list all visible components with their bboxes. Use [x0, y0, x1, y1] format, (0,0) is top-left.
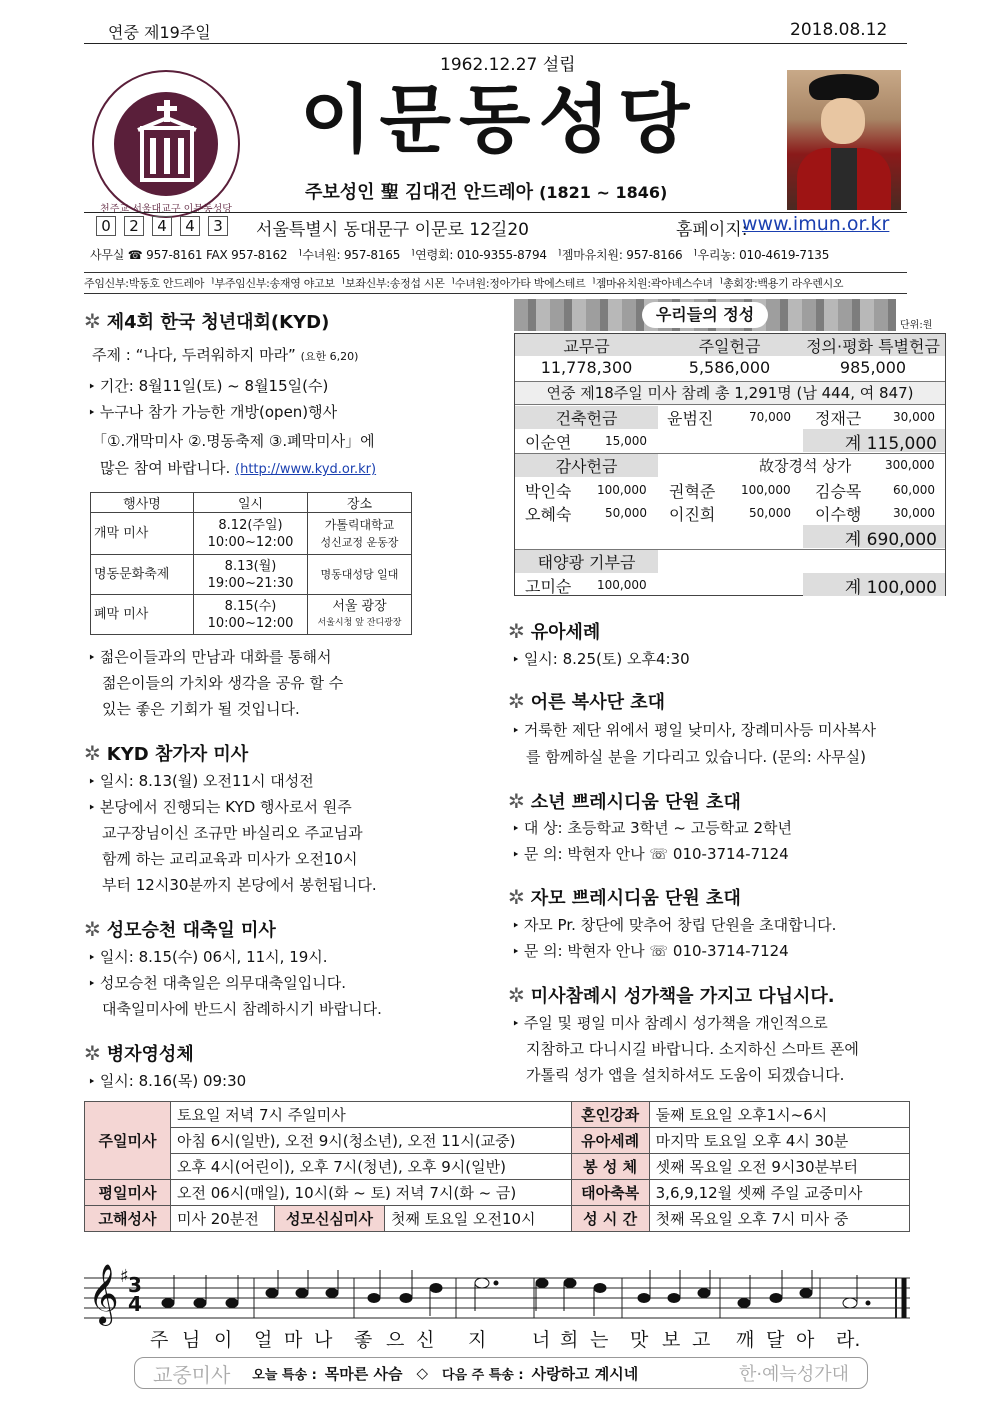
seal-text: 천주교 서울대교구 이문동성당: [100, 204, 232, 215]
lyric-syllable: 으: [386, 1329, 405, 1351]
donor-amount: 70,000: [749, 410, 791, 424]
event-day: 8.12(주일): [218, 517, 283, 533]
event-place-main: 가톨릭대학교: [324, 517, 395, 532]
donor-name: 정재근: [815, 409, 862, 428]
postal-digit: 0: [96, 216, 116, 236]
kyd-mass-desc-2: 교구장님이신 조규만 바실리오 주교님과: [102, 824, 363, 842]
offering-value: 5,586,000: [688, 358, 771, 377]
event-name: 폐막 미사: [91, 595, 194, 635]
donor-name: 이수행: [815, 505, 862, 524]
funeral-amount: 300,000: [885, 458, 935, 472]
kyd-mass-time: ‣ 일시: 8.13(월) 오전11시 대성전: [88, 768, 314, 796]
mothers-title: 자모 쁘레시디움 단원 초대: [530, 888, 741, 909]
offering-value: 11,778,300: [540, 358, 633, 377]
kyd-events-2: [100, 455, 376, 483]
patron-line: [305, 178, 667, 204]
kyd-closing-3: 있는 좋은 기회가 될 것입니다.: [102, 700, 300, 718]
special-song-bar: [134, 1357, 868, 1389]
holy-hour-label: 성 시 간: [571, 1206, 649, 1232]
boys-title: 소년 쁘레시디움 단원 초대: [530, 792, 741, 813]
table-row: [85, 1102, 910, 1128]
marriage-label: 혼인강좌: [571, 1102, 649, 1128]
donor-name: 오혜숙: [525, 505, 572, 524]
donor-name: 이순연: [525, 433, 572, 452]
lyrics-line: [150, 1325, 910, 1352]
infant-baptism-time: 마지막 토요일 오후 4시 30분: [649, 1128, 909, 1154]
address: 서울특별시 동대문구 이문로 12길20: [256, 220, 529, 240]
lyric-syllable: 아: [796, 1329, 815, 1351]
lyric-syllable: 마: [284, 1329, 303, 1351]
marriage-time: 둘째 토요일 오후1시~6시: [649, 1102, 909, 1128]
portrait-hat: [809, 74, 879, 100]
kyd-closing: ‣ 젊은이들과의 만남과 대화를 통해서: [88, 644, 331, 672]
offering-col: 주일헌금: [698, 337, 761, 356]
donor-amount: 50,000: [605, 506, 647, 520]
notes: [84, 1270, 910, 1330]
sparkle-icon: ✲: [84, 917, 101, 941]
next-special-label: 다음 주 특송 :: [442, 1367, 524, 1383]
table-header-row: [91, 493, 412, 513]
lyric-syllable: 신: [416, 1329, 435, 1351]
lyric-syllable: 맛: [630, 1329, 649, 1351]
donor-amount: 30,000: [893, 506, 935, 520]
event-name: 명동문화축제: [91, 555, 194, 595]
lyric-syllable: 너: [532, 1329, 551, 1351]
offering-unit: 단위:원: [900, 320, 933, 331]
assumption-time: ‣ 일시: 8.15(수) 06시, 11시, 19시.: [88, 944, 328, 972]
lyric-syllable: 깨: [736, 1329, 755, 1351]
hymnbook-desc-2: 지참하고 다니시길 바랍니다. 소지하신 스마트 폰에: [526, 1040, 859, 1058]
boys-section-title: [508, 788, 741, 814]
donor-name: 고미순: [525, 577, 572, 596]
sick-title: 병자영성체: [106, 1044, 194, 1065]
offering-col: 교무금: [563, 337, 610, 356]
assumption-section-title: [84, 916, 276, 942]
infant-baptism-label: 유아세례: [571, 1128, 649, 1154]
unborn-blessing-label: 태아축복: [571, 1180, 649, 1206]
sunday-morning: 아침 6시(일반), 오전 9시(청소년), 오전 11시(교중): [171, 1128, 572, 1154]
funeral-label: 故장경석 상가: [759, 457, 852, 475]
kyd-theme: [92, 342, 358, 370]
donor-amount: 60,000: [893, 483, 935, 497]
marian-mass-time: 첫째 토요일 오전10시: [385, 1206, 572, 1232]
mothers-desc: ‣ 자모 Pr. 창단에 맞추어 창립 단원을 초대합니다.: [512, 912, 836, 940]
offering-value-row: [515, 358, 945, 380]
weekday-mass-label: 평일미사: [85, 1180, 171, 1206]
holy-hour-time: 첫째 목요일 오후 7시 미사 중: [649, 1206, 909, 1232]
table-row: [85, 1206, 910, 1232]
separator-icon: ◇: [416, 1364, 428, 1382]
donor-amount: 100,000: [597, 578, 647, 592]
table-header: 행사명: [91, 493, 194, 513]
treble-clef-icon: 𝄞: [88, 1264, 119, 1324]
mass-schedule-table: [84, 1101, 910, 1232]
hymnbook-title: 미사참례시 성가책을 가지고 다닙시다.: [530, 986, 835, 1007]
donor-amount: 100,000: [741, 483, 791, 497]
baptism-time: ‣ 일시: 8.25(토) 오후4:30: [512, 646, 690, 674]
table-header: 장소: [308, 493, 412, 513]
kyd-link[interactable]: (http://www.kyd.or.kr): [235, 462, 377, 477]
hymnbook-desc-3: 가톨릭 성가 앱을 설치하셔도 도움이 되겠습니다.: [526, 1066, 845, 1084]
portrait-stole: [831, 148, 857, 210]
event-place: 명동대성당 일대: [308, 555, 412, 595]
event-place-sub: 성신교정 운동장: [320, 535, 399, 549]
unborn-blessing-time: 3,6,9,12월 셋째 주일 교중미사: [649, 1180, 909, 1206]
sparkle-icon: ✲: [84, 741, 101, 765]
kyd-mass-desc-3: 함께 하는 교리교육과 미사가 오전10시: [102, 850, 358, 868]
offering-title-box: 우리들의 정성: [642, 302, 768, 328]
lyric-syllable: 주: [150, 1329, 169, 1351]
lyric-syllable: 좋: [354, 1329, 373, 1351]
event-date: [194, 595, 308, 635]
event-time: 10:00~12:00: [207, 534, 294, 550]
issue-date: 2018.08.12: [790, 20, 888, 40]
building-total: 계 115,000: [803, 429, 945, 452]
sparkle-icon: ✲: [84, 1041, 101, 1065]
baptism-section-title: [508, 618, 600, 644]
parish-title: 이문동성당: [300, 77, 698, 163]
assumption-title: 성모승천 대축일 미사: [106, 920, 276, 941]
sick-communion-label: 봉 성 체: [571, 1154, 649, 1180]
sick-section-title: [84, 1040, 194, 1066]
portrait-face: [821, 98, 865, 144]
kyd-mass-desc: ‣ 본당에서 진행되는 KYD 행사로서 원주: [88, 794, 352, 822]
offering-col: 정의·평화 특별헌금: [806, 337, 940, 356]
postal-digit: 3: [208, 216, 228, 236]
contact-line: 사무실 ☎ 957-8161 FAX 957-8162 ᅵ수녀원: 957-8165 ᅵ연령회: 010-9355-8794 ᅵ젬마유치원: 957-8166 ᅵ우리농: 010-4619-7135: [90, 248, 830, 262]
confession-time: 미사 20분전: [171, 1206, 275, 1232]
kyd-open: ‣ 누구나 참가 가능한 개방(open)행사: [88, 399, 337, 427]
event-time: 19:00~21:30: [207, 575, 294, 591]
offering-value: 985,000: [839, 358, 907, 377]
event-date: [194, 555, 308, 595]
table-header: 일시: [194, 493, 308, 513]
event-place-sub: 서울시청 앞 잔디광장: [317, 617, 402, 628]
donor-name: 박인숙: [525, 482, 572, 501]
sunday-afternoon: 오후 4시(어린이), 오후 7시(청년), 오후 9시(일반): [171, 1154, 572, 1180]
lyric-syllable: 희: [560, 1329, 579, 1351]
sparkle-icon: ✲: [508, 885, 525, 909]
patron-portrait: [787, 70, 901, 210]
donor-name: 이진희: [669, 505, 716, 524]
lyric-syllable: 고: [692, 1329, 711, 1351]
building-label: 건축헌금: [515, 406, 658, 429]
homepage-link[interactable]: www.imun.or.kr: [742, 213, 890, 235]
baptism-title: 유아세례: [530, 622, 601, 643]
mothers-section-title: [508, 884, 741, 910]
postal-digit: 2: [124, 216, 144, 236]
sunday-saturday: 토요일 저녁 7시 주일미사: [171, 1102, 572, 1128]
kyd-table: [90, 492, 412, 635]
table-row: [91, 513, 412, 555]
donor-name: 김승목: [815, 482, 862, 501]
kyd-period: ‣ 기간: 8월11일(토) ~ 8월15일(수): [88, 373, 328, 401]
time-signature: 3 4: [128, 1273, 142, 1316]
sparkle-icon: ✲: [508, 619, 525, 643]
event-place: [308, 513, 412, 555]
cathedral-icon: [130, 100, 204, 184]
assumption-desc: ‣ 성모승천 대축일은 의무대축일입니다.: [88, 970, 346, 998]
donor-name: 권혁준: [669, 482, 716, 501]
lyric-syllable: 지: [468, 1329, 487, 1351]
table-row: [91, 595, 412, 635]
offering-header-row: [515, 334, 945, 356]
event-date: [194, 513, 308, 555]
kyd-title: 제4회 한국 청년대회(KYD): [106, 312, 330, 333]
offering-banner: [514, 299, 896, 331]
donor-amount: 100,000: [597, 483, 647, 497]
kyd-mass-section-title: [84, 740, 248, 766]
event-day: 8.15(수): [224, 598, 277, 614]
thanks-total: 계 690,000: [803, 525, 945, 548]
sparkle-icon: ✲: [508, 983, 525, 1007]
boys-contact: ‣ 문 의: 박현자 안나 ☏ 010-3714-7124: [512, 841, 789, 869]
homepage-label: 홈페이지:: [676, 220, 748, 240]
hymnbook-desc: ‣ 주일 및 평일 미사 참례시 성가책을 개인적으로: [512, 1010, 828, 1038]
table-row: [85, 1180, 910, 1206]
kyd-mass-desc-4: 부터 12시30분까지 본당에서 봉헌됩니다.: [102, 876, 377, 894]
lyric-syllable: 달: [766, 1329, 785, 1351]
event-place-main: 서울 광장: [332, 598, 387, 614]
sick-time: ‣ 일시: 8.16(목) 09:30: [88, 1068, 246, 1096]
main-mass-label: 교중미사: [153, 1362, 231, 1387]
sparkle-icon: ✲: [84, 309, 101, 333]
servers-desc: ‣ 거룩한 제단 위에서 평일 낮미사, 장례미사등 미사복사: [512, 717, 876, 745]
donor-amount: 15,000: [605, 434, 647, 448]
offering-table: [514, 333, 946, 596]
solar-label: 태양광 기부금: [515, 550, 658, 573]
mothers-contact: ‣ 문 의: 박현자 안나 ☏ 010-3714-7124: [512, 938, 789, 966]
kyd-section-title: [84, 308, 329, 334]
table-row: [85, 1128, 910, 1154]
thanks-label: 감사헌금: [515, 454, 658, 477]
boys-target: ‣ 대 상: 초등학교 3학년 ~ 고등학교 2학년: [512, 815, 792, 843]
servers-section-title: [508, 688, 665, 714]
patron-years: (1821 ~ 1846): [539, 183, 668, 202]
established-date: 1962.12.27 설립: [440, 55, 576, 75]
lyric-syllable: 라.: [836, 1329, 861, 1351]
attendance-row: 연중 제18주일 미사 참례 총 1,291명 (남 444, 여 847): [515, 381, 945, 405]
today-special-song: 목마른 사슴: [324, 1364, 403, 1383]
event-place: [308, 595, 412, 635]
sick-communion-time: 셋째 목요일 오전 9시30분부터: [649, 1154, 909, 1180]
postal-digit: 4: [180, 216, 200, 236]
weekday-mass-time: 오전 06시(매일), 10시(화 ~ 토) 저녁 7시(화 ~ 금): [171, 1180, 572, 1206]
donor-amount: 30,000: [893, 410, 935, 424]
confession-label: 고해성사: [85, 1206, 171, 1232]
event-name: 개막 미사: [91, 513, 194, 555]
event-day: 8.13(월): [224, 558, 277, 574]
postal-digit: 4: [152, 216, 172, 236]
lyric-syllable: 는: [590, 1329, 609, 1351]
servers-title: 어른 복사단 초대: [530, 692, 666, 713]
solar-total: 계 100,000: [803, 573, 945, 596]
sharp-icon: ♯: [120, 1266, 129, 1287]
today-special-label: 오늘 특송 :: [252, 1367, 317, 1383]
kyd-closing-2: 젊은이들의 가치와 생각을 공유 할 수: [102, 674, 344, 692]
kyd-mass-title: KYD 참가자 미사: [106, 744, 249, 765]
table-row: [91, 555, 412, 595]
lyric-syllable: 나: [314, 1329, 333, 1351]
marian-mass-label: 성모신심미사: [275, 1206, 385, 1232]
sunday-mass-label: 주일미사: [85, 1102, 171, 1180]
choir-name: 한·예늑성가대: [738, 1364, 849, 1385]
table-row: [85, 1154, 910, 1180]
sparkle-icon: ✲: [508, 789, 525, 813]
event-time: 10:00~12:00: [207, 615, 294, 631]
postal-code: [96, 216, 228, 236]
servers-desc-2: 를 함께하실 분을 기다리고 있습니다. (문의: 사무실): [526, 748, 866, 766]
patron-name: 주보성인 聖 김대건 안드레아: [305, 182, 534, 203]
donor-name: 윤범진: [667, 409, 714, 428]
lyric-syllable: 얼: [254, 1329, 273, 1351]
lyric-syllable: 보: [662, 1329, 681, 1351]
kyd-events-text: 많은 참여 바랍니다.: [100, 459, 231, 477]
kyd-theme-text: 주제 : “나다, 두려워하지 마라”: [92, 346, 296, 364]
staff-line: 주임신부:박동호 안드레아ᅵ부주임신부:송재영 야고보ᅵ보좌신부:송정섭 시몬ᅵ수녀원:정아가타 박에스테르ᅵ젬마유치원:곽아녜스수녀ᅵ총회장:백용기 라우렌시오: [84, 272, 907, 294]
week-label: 연중 제19주일: [108, 23, 211, 42]
kyd-events: 「①.개막미사 ②.명동축제 ③.폐막미사」에: [92, 432, 375, 450]
sparkle-icon: ✲: [508, 689, 525, 713]
hymnbook-section-title: [508, 982, 835, 1008]
assumption-desc-2: 대축일미사에 반드시 참례하시기 바랍니다.: [102, 1000, 382, 1018]
kyd-theme-ref: (요한 6,20): [300, 350, 359, 363]
next-special-song: 사랑하고 계시네: [531, 1364, 639, 1383]
lyric-syllable: 님: [182, 1329, 201, 1351]
donor-amount: 50,000: [749, 506, 791, 520]
lyric-syllable: 이: [214, 1329, 233, 1351]
parish-seal: [92, 70, 240, 218]
